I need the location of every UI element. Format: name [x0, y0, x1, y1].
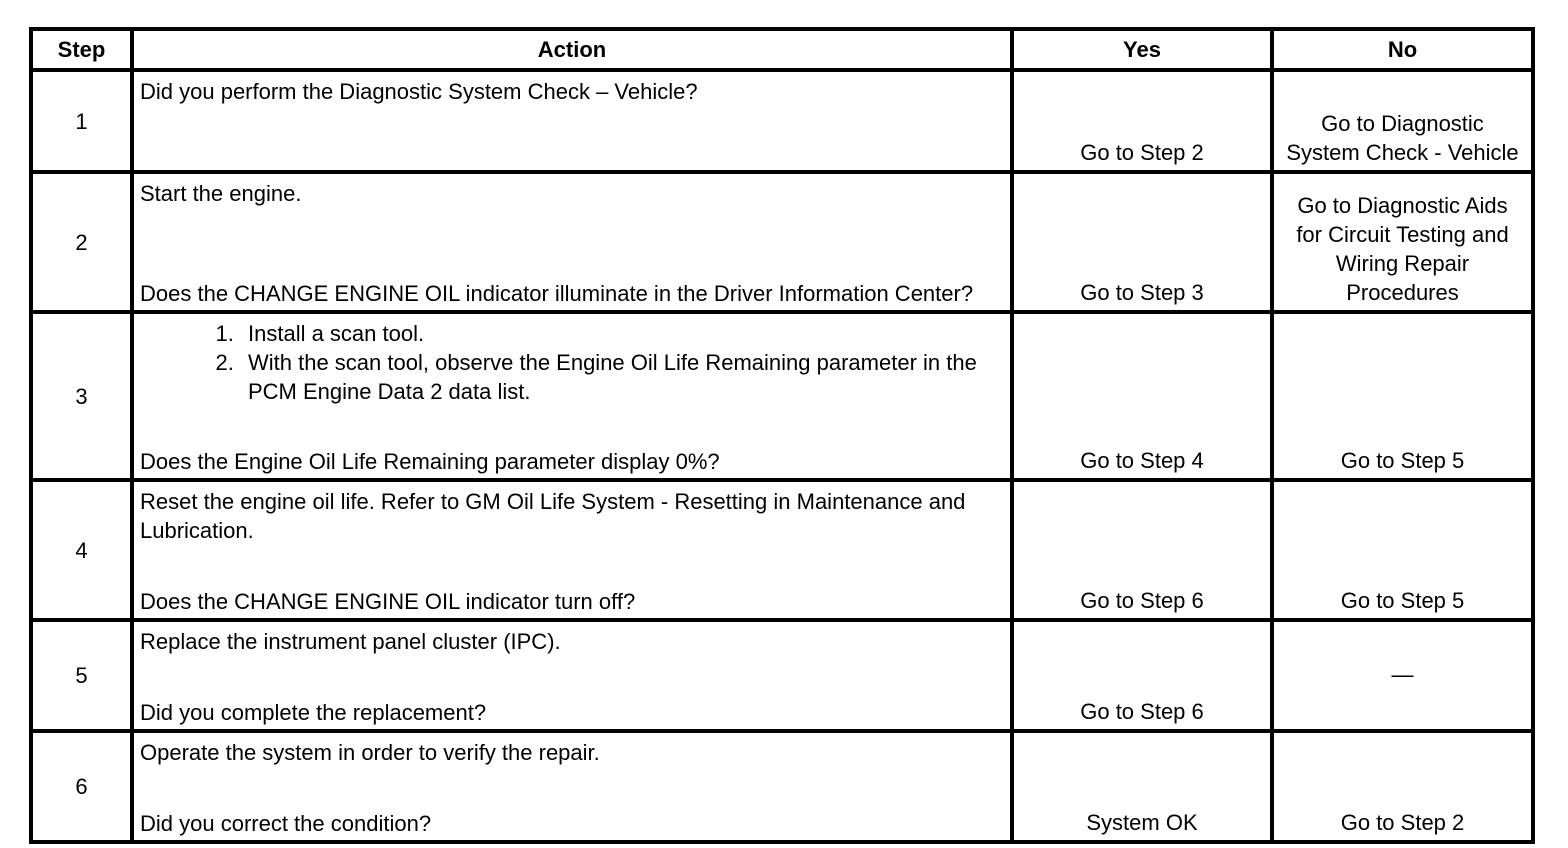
table-row: [31, 480, 1533, 620]
no-text: Go to Diagnostic Aids for Circuit Testing and Wiring Repair Procedures: [1296, 193, 1509, 305]
table-row: [31, 620, 1533, 731]
header-step: Step: [31, 29, 132, 70]
header-action: Action: [132, 29, 1012, 70]
table-row: [31, 731, 1533, 842]
list-item: 1. Install a scan tool.: [240, 319, 1004, 348]
action-cell: [132, 480, 1012, 620]
no-cell: [1272, 312, 1533, 480]
yes-cell: Go to Step 2: [1012, 70, 1272, 172]
step-number: 3: [31, 312, 132, 480]
action-steps-list: [140, 319, 1004, 406]
list-item: 2. With the scan tool, observe the Engine Oil Life Remaining parameter in the PCM Engine Data 2 data list.: [240, 348, 1004, 406]
action-cell: [132, 70, 1012, 172]
action-cell: [132, 731, 1012, 842]
yes-cell: Go to Step 6: [1012, 480, 1272, 620]
action-text: Start the engine.: [140, 181, 302, 206]
table-row: [31, 312, 1533, 480]
no-text: —: [1391, 661, 1414, 687]
step-number: 5: [31, 620, 132, 731]
table-header: [31, 29, 1533, 70]
action-text: Did you perform the Diagnostic System Check – Vehicle?: [140, 79, 698, 104]
header-row: [31, 29, 1533, 70]
yes-cell: Go to Step 3: [1012, 172, 1272, 312]
no-cell: [1272, 172, 1533, 312]
step-number: 2: [31, 172, 132, 312]
action-question: Does the Engine Oil Life Remaining parameter display 0%?: [140, 449, 720, 474]
no-cell: [1272, 70, 1533, 172]
table-body: [31, 70, 1533, 842]
action-question: Does the CHANGE ENGINE OIL indicator turn off?: [140, 589, 636, 614]
action-text: Replace the instrument panel cluster (IPC).: [140, 629, 561, 654]
step-number: 4: [31, 480, 132, 620]
no-text: Go to Step 5: [1340, 448, 1465, 473]
header-yes: Yes: [1012, 29, 1272, 70]
action-question: Does the CHANGE ENGINE OIL indicator illuminate in the Driver Information Center?: [140, 281, 974, 306]
table-row: [31, 172, 1533, 312]
diagnostic-table: [29, 27, 1535, 844]
action-question: Did you complete the replacement?: [140, 700, 487, 725]
step-number: 6: [31, 731, 132, 842]
action-cell: [132, 172, 1012, 312]
no-text: Go to Step 5: [1340, 588, 1465, 613]
no-cell: [1272, 731, 1533, 842]
yes-cell: Go to Step 4: [1012, 312, 1272, 480]
no-text: Go to Step 2: [1340, 810, 1465, 835]
action-cell: [132, 312, 1012, 480]
action-text: Operate the system in order to verify the repair.: [140, 740, 600, 765]
step-number: 1: [31, 70, 132, 172]
yes-cell: System OK: [1012, 731, 1272, 842]
no-text: Go to Diagnostic System Check - Vehicle: [1286, 111, 1519, 165]
action-question: Did you correct the condition?: [140, 811, 432, 836]
no-cell: [1272, 480, 1533, 620]
table-row: [31, 70, 1533, 172]
header-no: No: [1272, 29, 1533, 70]
action-cell: [132, 620, 1012, 731]
yes-cell: Go to Step 6: [1012, 620, 1272, 731]
action-text: Reset the engine oil life. Refer to GM Oil Life System - Resetting in Maintenance and Lubrication.: [140, 489, 966, 543]
no-cell: [1272, 620, 1533, 731]
